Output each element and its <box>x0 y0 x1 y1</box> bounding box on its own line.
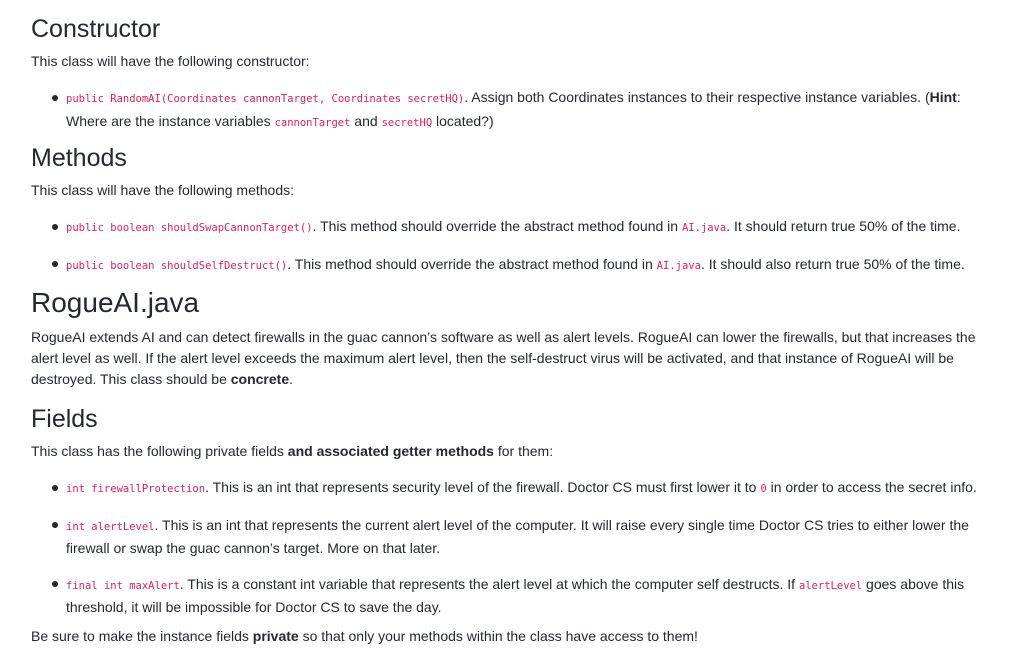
text: . This is a constant int variable that represents the alert level at which the computer self destructs. If <box>179 575 799 592</box>
methods-intro: This class will have the following methods: <box>31 182 295 198</box>
bold-text: and associated getter methods <box>287 443 494 459</box>
inline-code: 0 <box>760 483 767 495</box>
fields-footer <box>31 626 1001 647</box>
text: . Assign both Coordinates instances to their respective instance variables. ( <box>464 89 930 105</box>
list-item <box>31 87 1001 134</box>
constructor-intro: This class will have the following constructor: <box>31 53 310 69</box>
inline-code: cannonTarget <box>274 116 351 129</box>
text: so that only your methods within the class have access to them! <box>298 628 698 644</box>
field-declaration: int firewallProtection <box>66 483 206 495</box>
text: . It should also return true 50% of the time. <box>700 255 965 272</box>
rogueai-heading: RogueAI.java <box>31 287 200 318</box>
text: . This method should override the abstract method found in <box>287 255 657 272</box>
inline-code: alertLevel <box>798 579 863 592</box>
method-signature: public boolean shouldSelfDestruct() <box>66 259 288 272</box>
inline-code: AI.java <box>656 259 701 272</box>
list-item <box>31 216 1001 240</box>
text: This class has the following private fields <box>31 443 288 459</box>
text: RogueAI extends AI and can detect firewalls in the guac cannon’s software as well as alert levels. RogueAI can lower the firewalls, but that increases the alert level as well. If the alert level exceeds the maximum alert level, then the self-destruct virus will be activated, and that instance of RogueAI will be destroyed. This class should be <box>31 329 976 387</box>
inline-code: AI.java <box>681 222 727 234</box>
text: for them: <box>493 443 554 459</box>
text: . This is an int that represents security level of the firewall. Doctor CS must first lower it to <box>205 479 761 495</box>
list-item <box>31 477 1001 501</box>
methods-list <box>31 216 1001 277</box>
list-item <box>31 254 1001 278</box>
methods-heading: Methods <box>31 144 127 172</box>
field-declaration: int alertLevel <box>66 520 155 533</box>
fields-heading: Fields <box>31 405 98 433</box>
fields-list <box>31 477 1001 619</box>
constructor-list <box>31 87 1001 134</box>
field-declaration: final int maxAlert <box>66 579 180 592</box>
list-item <box>31 515 1001 560</box>
text: goes above this threshold, it will be impossible for Doctor CS to save the day. <box>66 575 965 615</box>
text: . It should return true 50% of the time. <box>726 218 961 234</box>
list-item <box>31 574 1001 619</box>
constructor-signature: public RandomAI(Coordinates cannonTarget, Coordinates secretHQ) <box>66 93 465 105</box>
text: Be sure to make the instance fields <box>31 628 253 644</box>
text: . This method should override the abstract method found in <box>312 218 682 234</box>
text: : Where are the instance variables <box>66 89 961 129</box>
rogueai-description <box>31 327 1001 390</box>
text: in order to access the secret info. <box>766 479 977 495</box>
constructor-heading: Constructor <box>31 15 161 43</box>
text: . <box>289 371 293 387</box>
bold-text: concrete <box>230 371 290 387</box>
bold-text: private <box>252 628 299 644</box>
text: located?) <box>432 112 494 129</box>
text: and <box>350 112 382 129</box>
text: . This is an int that represents the current alert level of the computer. It will raise every single time Doctor CS tries to either lower the firewall or swap the guac cannon’s target. More on that later. <box>66 516 969 556</box>
hint-label: Hint <box>929 89 957 105</box>
fields-intro <box>31 441 1001 462</box>
method-signature: public boolean shouldSwapCannonTarget() <box>66 222 313 234</box>
inline-code: secretHQ <box>381 116 433 129</box>
